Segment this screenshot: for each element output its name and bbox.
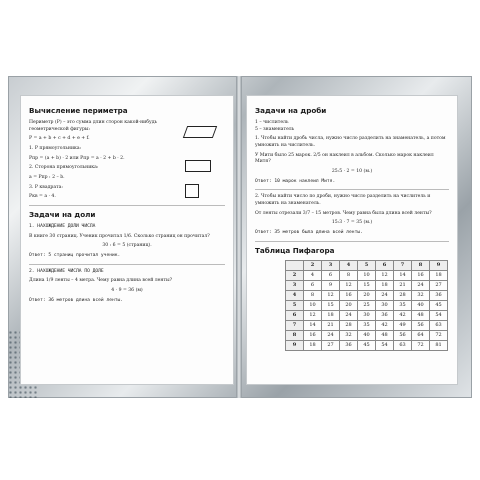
table-cell xyxy=(286,260,304,270)
table-cell: 14 xyxy=(304,320,322,330)
table-cell: 4 xyxy=(286,290,304,300)
section-1-calculation: 30 : 6 = 5 (страниц). xyxy=(102,243,152,249)
perimeter-definition: Периметр (Р) – это сумма длин сторон какой-нибудь геометрической фигуры: xyxy=(29,120,158,132)
multiplication-table xyxy=(285,260,448,351)
table-cell: 63 xyxy=(430,320,448,330)
table-cell: 4 xyxy=(304,270,322,280)
table-cell: 49 xyxy=(394,320,412,330)
table-row xyxy=(286,330,448,340)
table-row xyxy=(286,280,448,290)
table-cell: 45 xyxy=(430,300,448,310)
table-cell: 6 xyxy=(286,310,304,320)
rule-1-answer: Ответ: 10 марок наклеил Митя. xyxy=(255,178,336,184)
table-cell: 48 xyxy=(412,310,430,320)
left-reference-panel xyxy=(20,95,234,385)
table-cell: 54 xyxy=(430,310,448,320)
table-cell: 24 xyxy=(340,310,358,320)
table-row xyxy=(286,340,448,350)
table-cell: 36 xyxy=(430,290,448,300)
table-cell: 35 xyxy=(394,300,412,310)
table-cell: 6 xyxy=(376,260,394,270)
rectangle-side-formula: a = Pпр : 2 – b. xyxy=(29,174,65,180)
section-2-answer: Ответ: 36 метров длина всей ленты. xyxy=(29,297,124,303)
table-cell: 12 xyxy=(322,290,340,300)
pythagoras-table-title: Таблица Пифагора xyxy=(255,245,335,255)
table-cell: 24 xyxy=(412,280,430,290)
table-cell: 4 xyxy=(340,260,358,270)
table-cell: 42 xyxy=(394,310,412,320)
section-2-problem: Длина 1/9 ленты – 4 метра. Чему равна длина всей ленты? xyxy=(29,278,173,284)
section-1-problem: В книге 30 страниц. Ученик прочитал 1/6. Сколько страниц он прочитал? xyxy=(29,233,210,239)
table-cell: 48 xyxy=(376,330,394,340)
table-cell: 7 xyxy=(394,260,412,270)
table-cell: 30 xyxy=(358,310,376,320)
square-figure xyxy=(185,184,199,198)
table-cell: 2 xyxy=(286,270,304,280)
table-cell: 5 xyxy=(358,260,376,270)
table-cell: 81 xyxy=(430,340,448,350)
section-2-calculation: 4 · 9 = 36 (м) xyxy=(111,287,143,293)
table-cell: 21 xyxy=(394,280,412,290)
table-cell: 40 xyxy=(412,300,430,310)
table-cell: 2 xyxy=(304,260,322,270)
table-cell: 18 xyxy=(376,280,394,290)
table-cell: 8 xyxy=(304,290,322,300)
rule-2-answer: Ответ: 35 метров была длина всей ленты. xyxy=(255,229,363,235)
rectangle-perimeter-label: 1. P прямоугольника: xyxy=(29,145,82,151)
table-cell: 40 xyxy=(358,330,376,340)
table-cell: 54 xyxy=(376,340,394,350)
table-cell: 3 xyxy=(286,280,304,290)
table-cell: 27 xyxy=(430,280,448,290)
table-cell: 24 xyxy=(322,330,340,340)
table-cell: 28 xyxy=(394,290,412,300)
table-cell: 8 xyxy=(412,260,430,270)
rectangle-side-label: 2. Сторона прямоугольника: xyxy=(29,165,99,171)
table-cell: 10 xyxy=(304,300,322,310)
rule-1-calculation: 25:5 · 2 = 10 (м.) xyxy=(331,168,373,174)
notebook-spine xyxy=(236,76,242,398)
rule-1-text: 1. Чтобы найти дробь числа, нужно число разделить на знаменатель, а потом умножить на числитель. xyxy=(255,136,446,148)
fractions-of-number-title: Задачи на доли xyxy=(29,209,96,219)
table-row xyxy=(286,290,448,300)
square-perimeter-label: 3. P квадрата: xyxy=(29,184,63,190)
perimeter-formula: P = a + b + c + d + e + f. xyxy=(29,136,90,142)
rule-2-text: 2. Чтобы найти число по дроби, нужно число разделить на числитель и умножить на знаменатель. xyxy=(255,194,431,206)
table-row xyxy=(286,320,448,330)
hexagon-figure xyxy=(183,126,217,138)
table-cell: 21 xyxy=(322,320,340,330)
table-cell: 12 xyxy=(304,310,322,320)
table-cell: 63 xyxy=(394,340,412,350)
table-cell: 14 xyxy=(394,270,412,280)
table-cell: 20 xyxy=(358,290,376,300)
rectangle-perimeter-formula: Pпр = (a + b) · 2 или Pпр = a · 2 + b · 2. xyxy=(29,155,125,161)
table-cell: 7 xyxy=(286,320,304,330)
table-cell: 56 xyxy=(412,320,430,330)
table-cell: 35 xyxy=(358,320,376,330)
fractions-title: Задачи на дроби xyxy=(255,106,327,115)
table-row xyxy=(286,300,448,310)
table-row xyxy=(286,310,448,320)
table-cell: 18 xyxy=(430,270,448,280)
section-1-answer: Ответ: 5 страниц прочитал ученик. xyxy=(29,252,121,258)
table-cell: 15 xyxy=(322,300,340,310)
table-cell: 9 xyxy=(286,340,304,350)
rectangle-figure xyxy=(185,160,211,172)
rule-2-calculation: 15:3 · 7 = 35 (м.) xyxy=(331,220,373,226)
numerator-legend: 1 – числитель xyxy=(255,120,289,125)
rule-2-problem: От ленты отрезали 3/7 – 15 метров. Чему равна была длина всей ленты? xyxy=(255,210,432,216)
table-cell: 28 xyxy=(340,320,358,330)
right-reference-panel xyxy=(246,95,458,385)
table-cell: 16 xyxy=(340,290,358,300)
section-1-title: 1. НАХОЖДЕНИЕ ДОЛИ ЧИСЛА xyxy=(29,223,96,229)
table-cell: 36 xyxy=(376,310,394,320)
table-cell: 3 xyxy=(322,260,340,270)
table-cell: 10 xyxy=(358,270,376,280)
table-cell: 8 xyxy=(340,270,358,280)
table-cell: 36 xyxy=(340,340,358,350)
table-cell: 56 xyxy=(394,330,412,340)
table-cell: 15 xyxy=(358,280,376,290)
table-cell: 64 xyxy=(412,330,430,340)
table-cell: 27 xyxy=(322,340,340,350)
table-cell: 18 xyxy=(304,340,322,350)
table-cell: 9 xyxy=(322,280,340,290)
table-cell: 24 xyxy=(376,290,394,300)
table-cell: 32 xyxy=(340,330,358,340)
table-row xyxy=(286,260,448,270)
table-cell: 16 xyxy=(412,270,430,280)
table-cell: 16 xyxy=(304,330,322,340)
table-cell: 6 xyxy=(322,270,340,280)
table-cell: 45 xyxy=(358,340,376,350)
table-cell: 9 xyxy=(430,260,448,270)
denominator-legend: 5 – знаменатель xyxy=(255,126,295,132)
table-cell: 8 xyxy=(286,330,304,340)
table-cell: 12 xyxy=(340,280,358,290)
table-cell: 20 xyxy=(340,300,358,310)
table-cell: 72 xyxy=(412,340,430,350)
table-cell: 6 xyxy=(304,280,322,290)
table-cell: 5 xyxy=(286,300,304,310)
table-cell: 32 xyxy=(412,290,430,300)
square-perimeter-formula: Pкв = a · 4. xyxy=(29,194,56,200)
figure-drawings xyxy=(173,122,223,198)
section-2-title: 2. НАХОЖДЕНИЕ ЧИСЛА ПО ДОЛЕ xyxy=(29,268,104,274)
perimeter-title: Вычисление периметра xyxy=(29,106,128,115)
table-cell: 18 xyxy=(322,310,340,320)
table-cell: 12 xyxy=(376,270,394,280)
table-row xyxy=(286,270,448,280)
rule-1-problem: У Мити было 25 марок. 2/5 он наклеил в альбом. Сколько марок наклеил Митя? xyxy=(255,152,434,165)
table-cell: 25 xyxy=(358,300,376,310)
table-cell: 30 xyxy=(376,300,394,310)
table-cell: 72 xyxy=(430,330,448,340)
table-cell: 42 xyxy=(376,320,394,330)
